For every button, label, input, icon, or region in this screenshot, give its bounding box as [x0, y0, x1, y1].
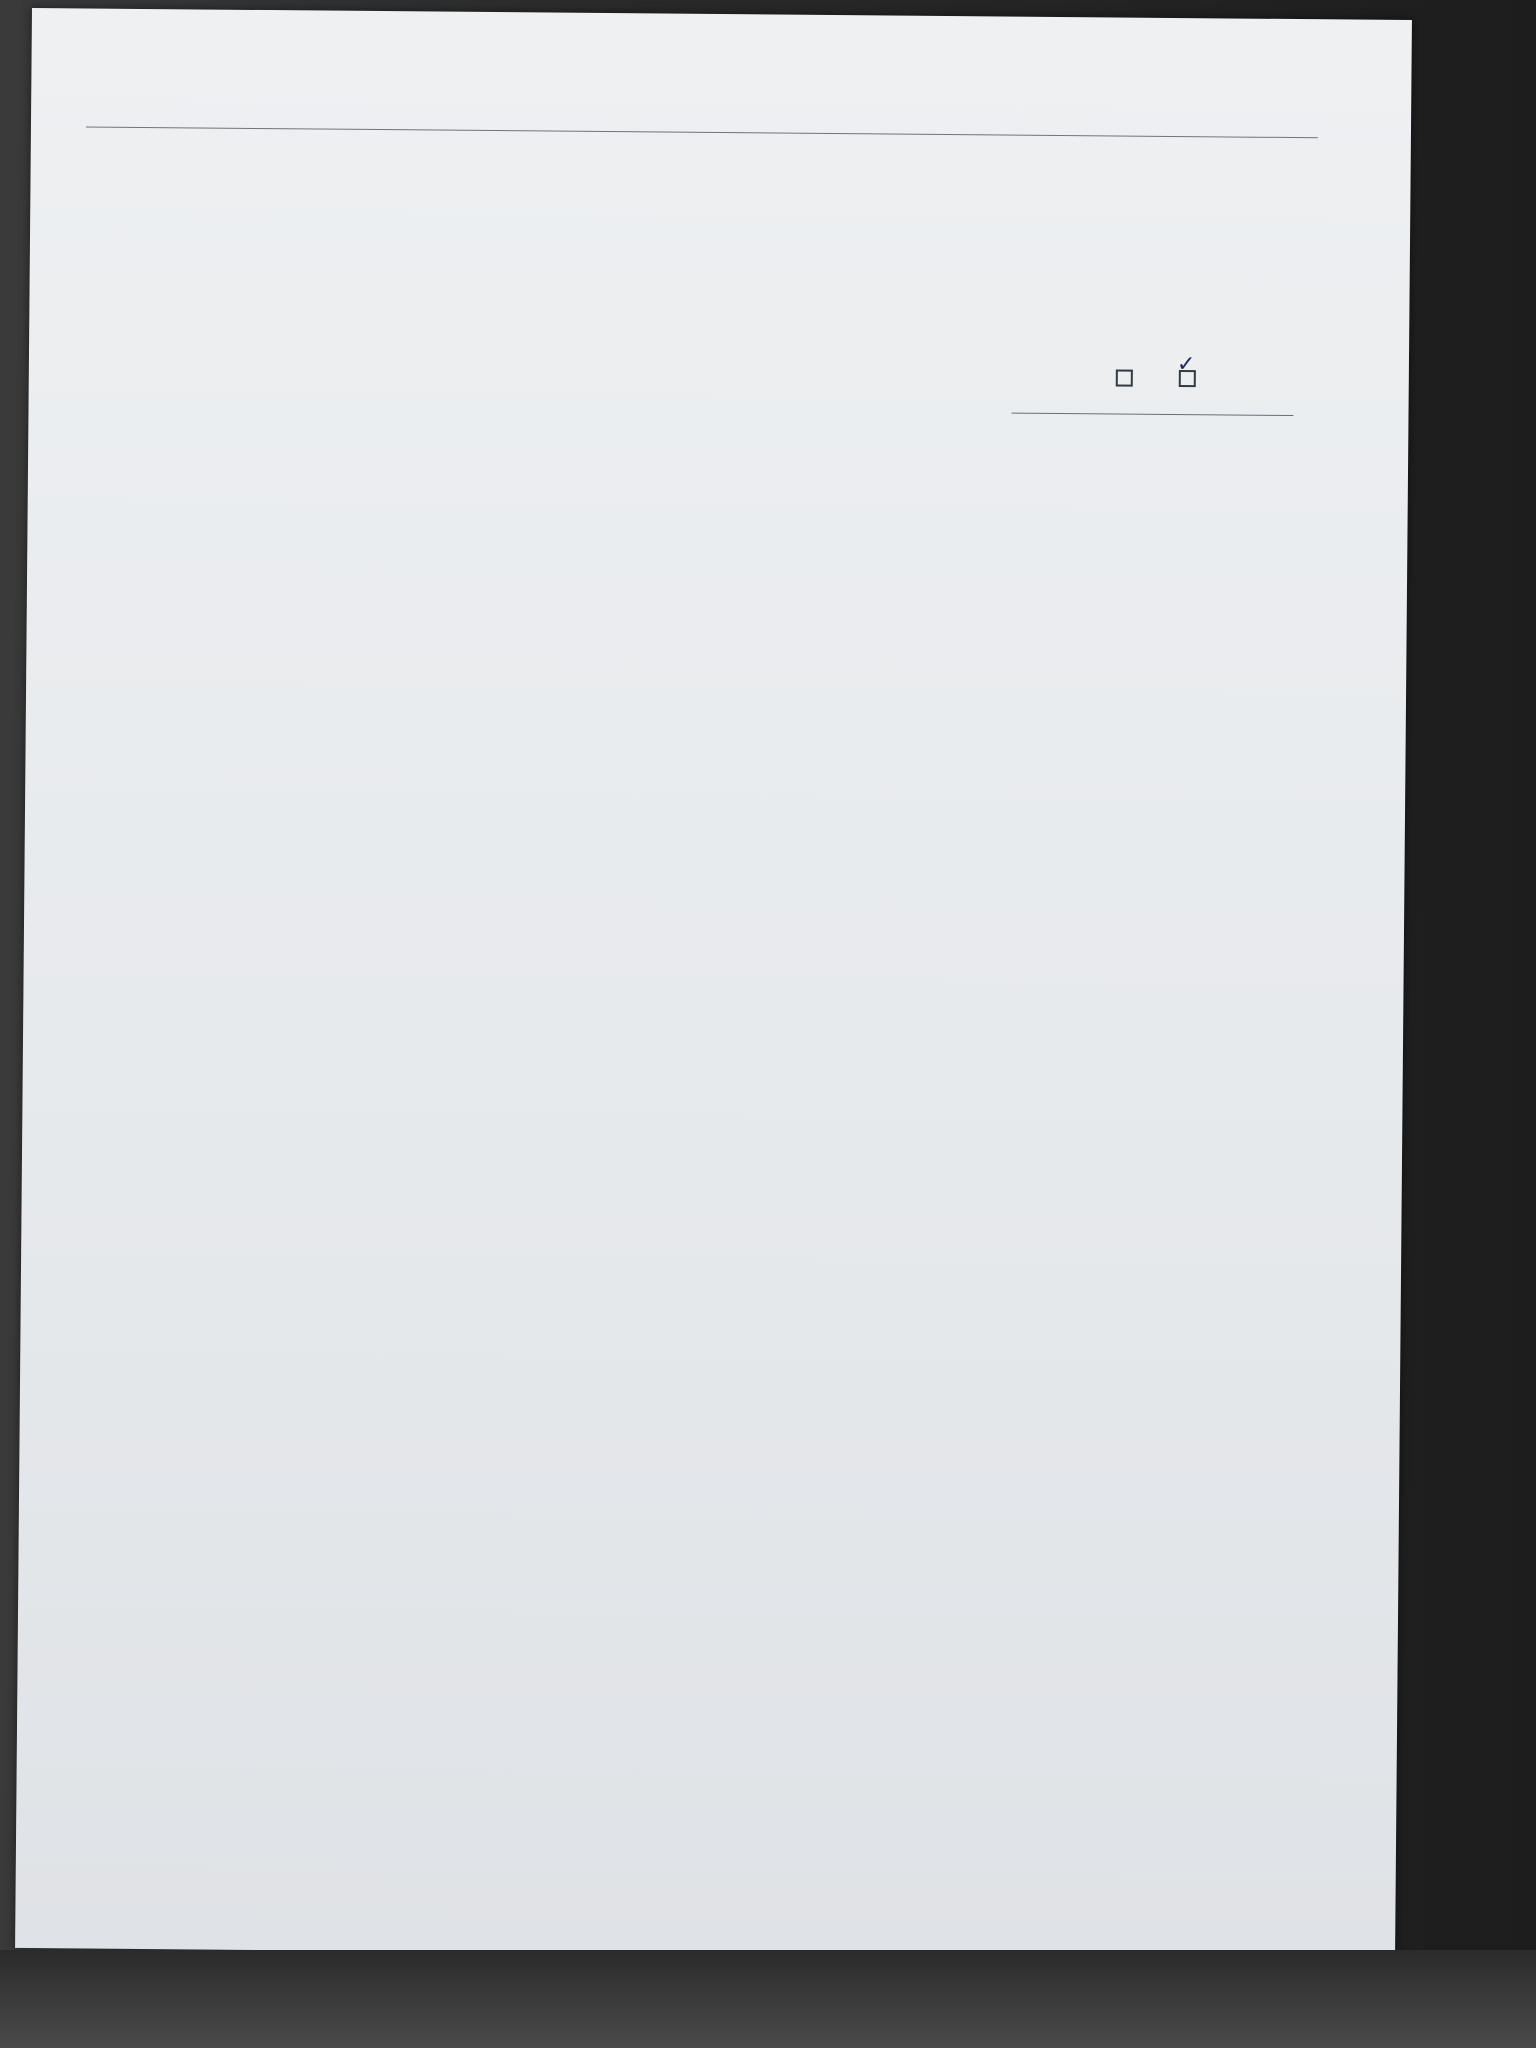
grading-list	[32, 8, 1412, 20]
general-list	[32, 8, 1412, 20]
radiology-no-checkmark-icon: ✓	[1176, 352, 1196, 378]
header-rule	[86, 126, 1318, 138]
report-paper	[15, 8, 1412, 1960]
fragment-list	[32, 8, 1412, 20]
desk-surface	[0, 1950, 1536, 2048]
other-remarks-lines	[32, 8, 1412, 20]
inspection-list	[32, 8, 1412, 20]
flexion-list	[32, 8, 1412, 20]
xrays-line	[1011, 413, 1293, 416]
other-parts-lines	[32, 8, 1412, 20]
gait-list	[32, 8, 1412, 20]
radiology-yes-checkbox[interactable]	[1116, 369, 1133, 386]
